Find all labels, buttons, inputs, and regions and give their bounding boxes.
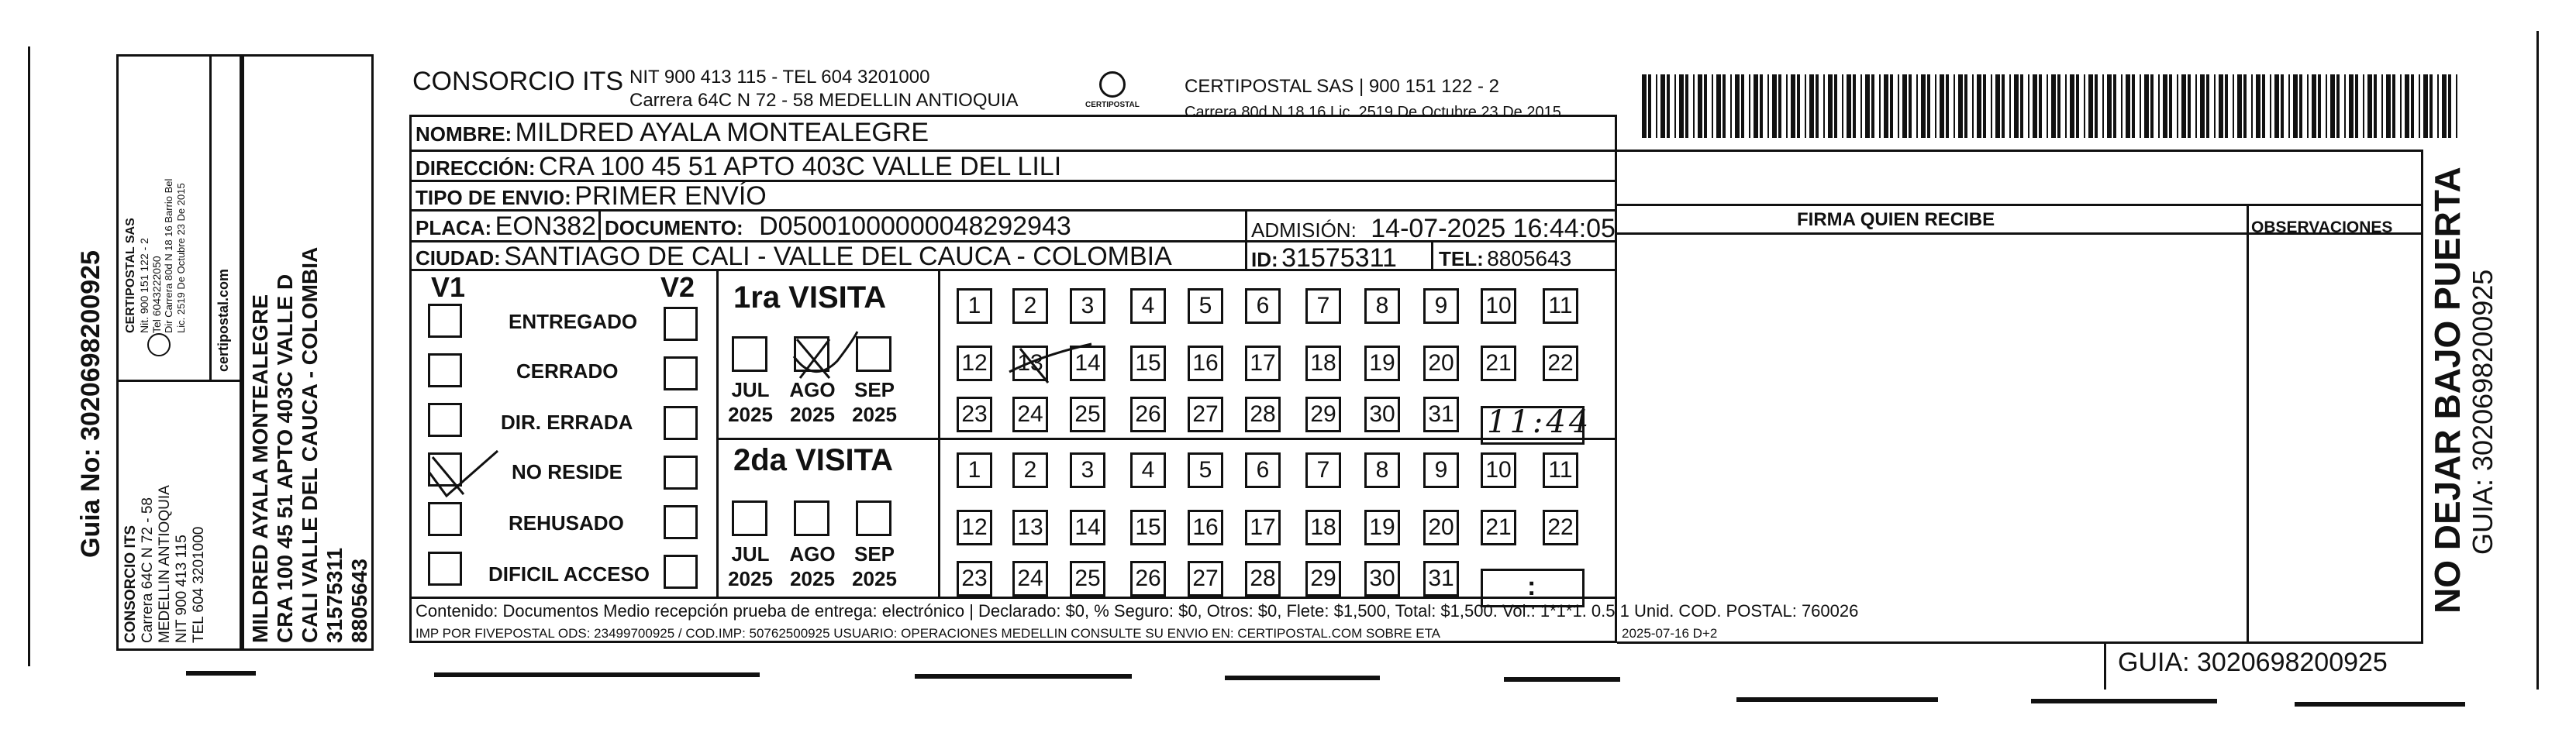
visit1-day-31[interactable]: 31	[1423, 397, 1459, 432]
barcode-bar	[2442, 74, 2447, 138]
barcode-bar	[1964, 74, 1967, 138]
visit2-day-28[interactable]: 28	[1245, 561, 1281, 597]
visit1-day-29[interactable]: 29	[1305, 397, 1341, 432]
admision-value: 14-07-2025 16:44:05	[1371, 214, 1616, 243]
barcode-bar	[2363, 74, 2364, 138]
barcode-bar	[2326, 74, 2327, 138]
barcode-bar	[1656, 74, 1657, 138]
visit2-day-30[interactable]: 30	[1364, 561, 1400, 597]
barcode-bar	[1679, 74, 1684, 138]
barcode-bar	[1786, 74, 1788, 138]
barcode-bar	[2270, 74, 2271, 138]
recipient-line: CALI VALLE DEL CAUCA - COLOMBIA	[298, 246, 322, 643]
barcode-bar	[2088, 74, 2093, 138]
visit2-day-15[interactable]: 15	[1130, 510, 1166, 545]
barcode-bar	[1712, 74, 1713, 138]
barcode-bar	[2076, 74, 2079, 138]
barcode-bar	[2219, 74, 2223, 138]
recipient-line: 8805643	[347, 558, 371, 643]
v1-checkbox-dificil-acceso[interactable]	[428, 552, 462, 586]
barcode-bar	[2448, 74, 2451, 138]
visit2-day-23[interactable]: 23	[957, 561, 992, 597]
barcode-bar	[2132, 74, 2135, 138]
barcode-bar	[1909, 74, 1912, 138]
visit1-day-14[interactable]: 14	[1070, 346, 1105, 381]
visit2-month-ago-label: AGO	[789, 542, 836, 566]
barcode-bar	[1935, 74, 1936, 138]
sender-line: TEL 604 3201000	[191, 526, 207, 643]
visit2-day-9[interactable]: 9	[1423, 452, 1459, 488]
barcode-bar	[2405, 74, 2409, 138]
barcode-bar	[2188, 74, 2191, 138]
tipo-envio-label: TIPO DE ENVIO:	[416, 186, 571, 209]
visit2-day-17[interactable]: 17	[1245, 510, 1281, 545]
id-label: ID:	[1251, 248, 1278, 271]
certipostal-logo-icon	[147, 333, 171, 356]
barcode-bar	[1847, 74, 1851, 138]
barcode-bar	[2126, 74, 2130, 138]
barcode-bar	[2411, 74, 2414, 138]
barcode-bar	[2456, 74, 2457, 138]
nombre-label: NOMBRE:	[416, 122, 512, 146]
barcode-bar	[1890, 74, 1893, 138]
certipostal-line: Lic. 2519 De Octubre 23 De 2015	[175, 183, 187, 333]
company-name: CONSORCIO ITS	[412, 67, 624, 96]
barcode-bar	[2047, 74, 2048, 138]
visit1-month-sep[interactable]	[856, 336, 891, 372]
visit1-year-jul: 2025	[728, 403, 773, 426]
barcode-bar	[2355, 74, 2358, 138]
reason-no-reside: NO RESIDE	[512, 460, 623, 483]
barcode-bar	[1972, 74, 1974, 138]
visit2-month-sep[interactable]	[856, 500, 891, 536]
footer-contents: Contenido: Documentos Medio recepción prueba de entrega: electrónico | Declarado: $0, % Seguro: $0, Otros: $0, Flete: $1,500, Total: $1,500. Vol.: 1*1*1. 0.5 1 Unid. COD. POSTAL: 760026	[416, 601, 1859, 621]
tipo-envio-value: PRIMER ENVÍO	[574, 181, 767, 211]
certi-line1: CERTIPOSTAL SAS | 900 151 122 - 2	[1185, 76, 1499, 97]
reason-dificil-acceso: DIFICIL ACCESO	[488, 562, 650, 586]
visit2-day-20[interactable]: 20	[1423, 510, 1459, 545]
barcode-bar	[1741, 74, 1744, 138]
barcode-bar	[2028, 74, 2029, 138]
barcode-bar	[2288, 74, 2290, 138]
barcode-bar	[1767, 74, 1769, 138]
day-mark-icon	[1005, 338, 1098, 392]
visit2-day-6[interactable]: 6	[1245, 452, 1281, 488]
sender-line: NIT 900 413 115	[174, 535, 190, 643]
footer-print-info: IMP POR FIVEPOSTAL ODS: 23499700925 / COD.IMP: 50762500925 USUARIO: OPERACIONES MEDELLIN CONSULTE SU ENVIO EN: CERTIPOSTAL.COM SOBRE ETA	[416, 626, 1441, 641]
visit1-day-24[interactable]: 24	[1012, 397, 1048, 432]
check-mark-icon	[419, 443, 504, 502]
direccion-value: CRA 100 45 51 APTO 403C VALLE DEL LILI	[539, 152, 1062, 181]
barcode-bar	[2113, 74, 2116, 138]
barcode-bar	[2400, 74, 2402, 138]
v2-checkbox-cerrado[interactable]	[664, 356, 698, 390]
barcode-bar	[1704, 74, 1707, 138]
visit2-day-22[interactable]: 22	[1543, 510, 1578, 545]
visit1-day-17[interactable]: 17	[1245, 346, 1281, 381]
logo-caption: CERTIPOSTAL	[1085, 101, 1140, 109]
barcode-bar	[2349, 74, 2354, 138]
barcode-bar	[1667, 74, 1670, 138]
visit2-title: 2da VISITA	[733, 443, 893, 477]
barcode-bar	[2039, 74, 2042, 138]
documento-value: D05001000000048292943	[759, 212, 1071, 241]
visit2-year-sep: 2025	[852, 567, 897, 590]
certipostal-logo-icon	[1099, 71, 1126, 98]
reason-rehusado: REHUSADO	[509, 511, 624, 535]
barcode-bar	[2256, 74, 2260, 138]
barcode-bar	[1791, 74, 1795, 138]
visit2-month-jul-label: JUL	[731, 542, 770, 566]
nombre-value: MILDRED AYALA MONTEALEGRE	[515, 118, 929, 147]
barcode-bar	[2195, 74, 2197, 138]
barcode-bar	[1828, 74, 1833, 138]
visit2-day-4[interactable]: 4	[1130, 452, 1166, 488]
barcode-bar	[2251, 74, 2253, 138]
barcode-bar	[1716, 74, 1721, 138]
reason-dir-errada: DIR. ERRADA	[501, 411, 633, 434]
certi-line2: Carrera 80d N 18 16 Lic. 2519 De Octubre 23 De 2015	[1185, 104, 1561, 121]
v2-heading: V2	[660, 271, 695, 303]
guia-number-vertical: Guia No: 3020698200925	[76, 250, 105, 558]
visit1-day-18[interactable]: 18	[1305, 346, 1341, 381]
barcode-bar	[1760, 74, 1763, 138]
v2-checkbox-no-reside[interactable]	[664, 456, 698, 490]
barcode-bar	[1927, 74, 1930, 138]
visit2-day-3[interactable]: 3	[1070, 452, 1105, 488]
sender-line: Carrera 64C N 72 - 58	[140, 497, 156, 643]
barcode-bar	[2225, 74, 2228, 138]
barcode-bar	[1853, 74, 1856, 138]
reason-entregado: ENTREGADO	[509, 310, 638, 333]
visit2-month-sep-label: SEP	[853, 542, 895, 566]
visit1-month-jul-label: JUL	[731, 378, 770, 401]
barcode-bar	[2121, 74, 2123, 138]
barcode-bar	[2020, 74, 2023, 138]
visit1-day-7[interactable]: 7	[1305, 288, 1341, 324]
visit2-day-27[interactable]: 27	[1188, 561, 1223, 597]
visit2-day-8[interactable]: 8	[1364, 452, 1400, 488]
barcode-bar	[1860, 74, 1862, 138]
barcode-bar	[1916, 74, 1918, 138]
certipostal-line: Tel 6043222050	[150, 256, 163, 333]
barcode-bar	[2057, 74, 2060, 138]
barcode-bar	[2084, 74, 2085, 138]
barcode-bar	[1991, 74, 1992, 138]
visit1-day-27[interactable]: 27	[1188, 397, 1223, 432]
barcode-bar	[2177, 74, 2178, 138]
barcode-bar	[1693, 74, 1695, 138]
barcode-bar	[1977, 74, 1981, 138]
visit1-day-1[interactable]: 1	[957, 288, 992, 324]
barcode-bar	[1805, 74, 1806, 138]
v1-heading: V1	[431, 271, 466, 303]
visit2-day-21[interactable]: 21	[1481, 510, 1516, 545]
barcode-bar	[1735, 74, 1740, 138]
company-line2: Carrera 64C N 72 - 58 MEDELLIN ANTIOQUIA	[629, 90, 1019, 111]
barcode-bar	[1898, 74, 1899, 138]
visit2-day-12[interactable]: 12	[957, 510, 992, 545]
barcode-bar	[2051, 74, 2056, 138]
company-line1: NIT 900 413 115 - TEL 604 3201000	[629, 67, 930, 88]
admision-label: ADMISIÓN:	[1251, 218, 1357, 242]
visit1-day-19[interactable]: 19	[1364, 346, 1400, 381]
visit1-day-16[interactable]: 16	[1188, 346, 1223, 381]
tel-label: TEL:	[1439, 247, 1484, 270]
ciudad-value: SANTIAGO DE CALI - VALLE DEL CAUCA - COLOMBIA	[504, 242, 1172, 271]
visit1-month-jul[interactable]	[732, 336, 767, 372]
barcode-bar	[1674, 74, 1676, 138]
barcode-bar	[2419, 74, 2420, 138]
visit2-day-25[interactable]: 25	[1070, 561, 1105, 597]
barcode-bar	[2002, 74, 2005, 138]
visit1-day-21[interactable]: 21	[1481, 346, 1516, 381]
barcode-bar	[2070, 74, 2074, 138]
visit1-title: 1ra VISITA	[733, 280, 887, 315]
barcode-bar	[2237, 74, 2242, 138]
tel-value: 8805643	[1487, 246, 1572, 270]
barcode-bar	[1946, 74, 1949, 138]
visit1-day-2[interactable]: 2	[1012, 288, 1048, 324]
sender-line: CONSORCIO ITS	[122, 524, 139, 643]
barcode-bar	[1816, 74, 1819, 138]
visit1-day-5[interactable]: 5	[1188, 288, 1223, 324]
barcode-bar	[1754, 74, 1758, 138]
barcode-bar	[2429, 74, 2433, 138]
barcode-bar	[2293, 74, 2298, 138]
visit2-day-16[interactable]: 16	[1188, 510, 1223, 545]
barcode-bar	[2158, 74, 2160, 138]
visit1-year-sep: 2025	[852, 403, 897, 426]
visit1-day-20[interactable]: 20	[1423, 346, 1459, 381]
barcode-bar	[2181, 74, 2186, 138]
visit2-month-ago[interactable]	[794, 500, 829, 536]
barcode-bar	[2330, 74, 2335, 138]
barcode-bar	[2318, 74, 2321, 138]
v1-checkbox-cerrado[interactable]	[428, 353, 462, 387]
guia-vertical: GUIA: 3020698200925	[2467, 269, 2498, 555]
month-mark-icon	[783, 322, 860, 384]
recipient-line: 31575311	[322, 547, 347, 643]
visit2-month-jul[interactable]	[732, 500, 767, 536]
no-dejar-bajo-puerta: NO DEJAR BAJO PUERTA	[2427, 167, 2467, 614]
barcode-bar	[1823, 74, 1825, 138]
barcode-bar	[2243, 74, 2247, 138]
observations-area[interactable]	[2250, 236, 2419, 638]
barcode-bar	[2233, 74, 2234, 138]
v1-checkbox-rehusado[interactable]	[428, 502, 462, 536]
barcode-bar	[2014, 74, 2019, 138]
visit2-day-10[interactable]: 10	[1481, 452, 1516, 488]
barcode-bar	[2344, 74, 2346, 138]
visit1-time: 11:44	[1487, 404, 1592, 440]
barcode-bar	[2150, 74, 2154, 138]
barcode-bar	[1749, 74, 1750, 138]
barcode-bar	[2033, 74, 2037, 138]
barcode	[1642, 74, 2464, 138]
visit2-day-29[interactable]: 29	[1305, 561, 1341, 597]
visit1-day-4[interactable]: 4	[1130, 288, 1166, 324]
barcode-bar	[2102, 74, 2104, 138]
v2-checkbox-rehusado[interactable]	[664, 505, 698, 539]
barcode-bar	[1809, 74, 1814, 138]
barcode-bar	[2281, 74, 2284, 138]
barcode-bar	[1871, 74, 1874, 138]
visit1-month-sep-label: SEP	[853, 378, 895, 401]
visit2-day-24[interactable]: 24	[1012, 561, 1048, 597]
visit1-day-6[interactable]: 6	[1245, 288, 1281, 324]
visit1-day-11[interactable]: 11	[1543, 288, 1578, 324]
barcode-bar	[2095, 74, 2098, 138]
barcode-bar	[2274, 74, 2279, 138]
barcode-bar	[1723, 74, 1726, 138]
barcode-bar	[2374, 74, 2377, 138]
documento-label: DOCUMENTO:	[605, 216, 743, 239]
barcode-bar	[2423, 74, 2428, 138]
direccion-label: DIRECCIÓN:	[416, 156, 536, 180]
visit2-day-19[interactable]: 19	[1364, 510, 1400, 545]
visit2-time: :	[1527, 572, 1536, 601]
barcode-bar	[1797, 74, 1800, 138]
barcode-bar	[1660, 74, 1665, 138]
barcode-bar	[1642, 74, 1647, 138]
barcode-bar	[2163, 74, 2167, 138]
placa-label: PLACA:	[416, 216, 492, 239]
visit1-day-13[interactable]: 13	[1012, 346, 1048, 381]
barcode-bar	[2169, 74, 2172, 138]
barcode-bar	[1884, 74, 1888, 138]
barcode-bar	[2392, 74, 2395, 138]
barcode-bar	[2367, 74, 2372, 138]
certipostal-line: CERTIPOSTAL SAS	[124, 218, 137, 333]
barcode-bar	[1958, 74, 1963, 138]
barcode-bar	[1698, 74, 1702, 138]
visit2-day-2[interactable]: 2	[1012, 452, 1048, 488]
visit1-day-25[interactable]: 25	[1070, 397, 1105, 432]
visit1-day-3[interactable]: 3	[1070, 288, 1105, 324]
visit2-day-14[interactable]: 14	[1070, 510, 1105, 545]
firma-heading: FIRMA QUIEN RECIBE	[1797, 209, 1995, 230]
guia-bottom: GUIA: 3020698200925	[2118, 648, 2388, 677]
barcode-bar	[2307, 74, 2309, 138]
visit1-day-9[interactable]: 9	[1423, 288, 1459, 324]
visit2-day-1[interactable]: 1	[957, 452, 992, 488]
visit1-day-28[interactable]: 28	[1245, 397, 1281, 432]
barcode-bar	[1834, 74, 1837, 138]
v1-checkbox-dir-errada[interactable]	[428, 403, 462, 437]
visit2-year-jul: 2025	[728, 567, 773, 590]
barcode-bar	[1778, 74, 1781, 138]
barcode-bar	[2336, 74, 2340, 138]
v2-checkbox-dir-errada[interactable]	[664, 406, 698, 440]
visit2-day-18[interactable]: 18	[1305, 510, 1341, 545]
barcode-bar	[1865, 74, 1870, 138]
barcode-bar	[2065, 74, 2067, 138]
barcode-bar	[1879, 74, 1881, 138]
v1-checkbox-entregado[interactable]	[428, 304, 462, 338]
visit2-year-ago: 2025	[790, 567, 835, 590]
visit1-day-22[interactable]: 22	[1543, 346, 1578, 381]
visit1-day-23[interactable]: 23	[957, 397, 992, 432]
id-value: 31575311	[1281, 243, 1397, 273]
barcode-bar	[1842, 74, 1843, 138]
barcode-bar	[2214, 74, 2216, 138]
barcode-bars	[1642, 74, 2464, 138]
visit2-day-26[interactable]: 26	[1130, 561, 1166, 597]
visit1-month-ago-label: AGO	[789, 378, 836, 401]
barcode-bar	[1954, 74, 1955, 138]
barcode-bar	[2140, 74, 2141, 138]
placa-value: EON382	[495, 212, 597, 241]
v2-checkbox-dificil-acceso[interactable]	[664, 555, 698, 589]
signature-area[interactable]	[1620, 236, 2243, 638]
v2-checkbox-entregado[interactable]	[664, 307, 698, 341]
barcode-bar	[1772, 74, 1777, 138]
barcode-bar	[2381, 74, 2383, 138]
barcode-bar	[1730, 74, 1732, 138]
barcode-bar	[2312, 74, 2316, 138]
reason-cerrado: CERRADO	[516, 359, 619, 383]
visit2-day-31[interactable]: 31	[1423, 561, 1459, 597]
visit2-day-5[interactable]: 5	[1188, 452, 1223, 488]
barcode-bar	[1648, 74, 1651, 138]
barcode-bar	[2437, 74, 2439, 138]
barcode-bar	[1983, 74, 1986, 138]
visit1-year-ago: 2025	[790, 403, 835, 426]
barcode-bar	[2107, 74, 2112, 138]
barcode-bar	[2144, 74, 2149, 138]
barcode-bar	[2009, 74, 2011, 138]
visit1-day-10[interactable]: 10	[1481, 288, 1516, 324]
barcode-bar	[2386, 74, 2391, 138]
visit2-day-11[interactable]: 11	[1543, 452, 1578, 488]
recipient-line: CRA 100 45 51 APTO 403C VALLE D	[273, 273, 297, 643]
visit1-day-26[interactable]: 26	[1130, 397, 1166, 432]
certipostal-line: Nit. 900 151 122 - 2	[138, 238, 150, 333]
barcode-bar	[1995, 74, 2000, 138]
ciudad-label: CIUDAD:	[416, 246, 501, 270]
barcode-bar	[2200, 74, 2205, 138]
footer-date: 2025-07-16 D+2	[1622, 626, 1718, 641]
barcode-bar	[2299, 74, 2302, 138]
visit1-day-15[interactable]: 15	[1130, 346, 1166, 381]
website: certipostal.com	[216, 268, 231, 372]
visit1-day-12[interactable]: 12	[957, 346, 992, 381]
recipient-line: MILDRED AYALA MONTEALEGRE	[248, 294, 272, 643]
visit1-day-8[interactable]: 8	[1364, 288, 1400, 324]
sender-line: MEDELLIN ANTIOQUIA	[157, 485, 173, 643]
barcode-bar	[2262, 74, 2265, 138]
certipostal-line: Dir Carrera 80d N 18 16 Barrio Bel	[163, 178, 174, 333]
visit2-day-7[interactable]: 7	[1305, 452, 1341, 488]
barcode-bar	[1685, 74, 1688, 138]
barcode-bar	[1940, 74, 1944, 138]
observaciones-heading: OBSERVACIONES	[2251, 218, 2393, 236]
barcode-bar	[1921, 74, 1926, 138]
visit2-day-13[interactable]: 13	[1012, 510, 1048, 545]
barcode-bar	[2206, 74, 2209, 138]
visit1-day-30[interactable]: 30	[1364, 397, 1400, 432]
barcode-bar	[1902, 74, 1907, 138]
